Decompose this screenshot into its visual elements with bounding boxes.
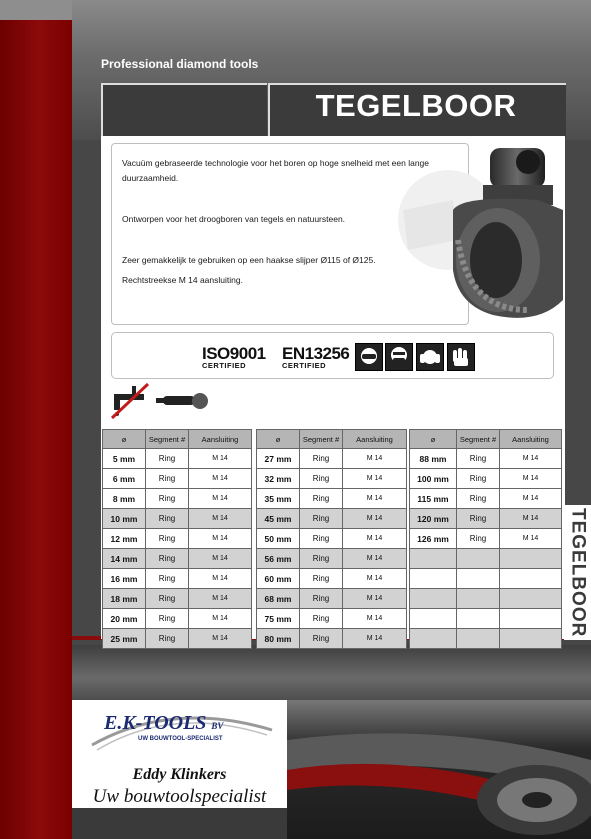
diameter-cell: 60 mm [257, 569, 300, 589]
segment-cell: Ring [146, 589, 189, 609]
table-row [410, 569, 562, 589]
connection-cell [500, 629, 562, 649]
segment-cell: Ring [146, 469, 189, 489]
connection-cell: M 14 [343, 489, 407, 509]
en-certification-title: EN13256 [282, 344, 350, 363]
table-row [257, 489, 407, 509]
column-header-diameter: ø [410, 430, 457, 449]
connection-cell: M 14 [500, 449, 562, 469]
connection-cell: M 14 [343, 609, 407, 629]
table-row [257, 469, 407, 489]
core-bit-product-image [398, 140, 563, 325]
table-row [103, 489, 252, 509]
table-row [410, 449, 562, 469]
table-row [257, 569, 407, 589]
iso-certification-label: CERTIFIED [202, 361, 247, 370]
diameter-cell [410, 609, 457, 629]
table-row [103, 589, 252, 609]
table-row [103, 509, 252, 529]
table-row [103, 549, 252, 569]
description-line-1: Vacuüm gebraseerde technologie voor het boren op hoge snelheid met een lange duurzaamheid. [122, 158, 430, 183]
diameter-cell: 45 mm [257, 509, 300, 529]
connection-cell: M 14 [189, 569, 252, 589]
diameter-cell: 56 mm [257, 549, 300, 569]
logo-brand-suffix: BV [211, 721, 224, 731]
connection-cell: M 14 [500, 529, 562, 549]
column-header-diameter: ø [103, 430, 146, 449]
diameter-cell: 68 mm [257, 589, 300, 609]
table-row [410, 549, 562, 569]
title-bar-left [101, 83, 267, 138]
segment-cell: Ring [300, 489, 343, 509]
column-header-segment: Segment # [457, 430, 500, 449]
segment-cell: Ring [457, 529, 500, 549]
usage-icons [108, 382, 214, 422]
segment-cell [457, 589, 500, 609]
connection-cell: M 14 [189, 589, 252, 609]
connection-cell: M 14 [189, 549, 252, 569]
column-header-segment: Segment # [300, 430, 343, 449]
diameter-cell: 120 mm [410, 509, 457, 529]
table-row [410, 589, 562, 609]
iso-certification [202, 345, 266, 370]
diameter-cell: 126 mm [410, 529, 457, 549]
diameter-cell [410, 589, 457, 609]
connection-cell: M 14 [189, 449, 252, 469]
diameter-cell: 20 mm [103, 609, 146, 629]
gloves-icon [447, 343, 475, 371]
segment-cell: Ring [146, 509, 189, 529]
connection-cell: M 14 [343, 509, 407, 529]
connection-cell: M 14 [500, 509, 562, 529]
segment-cell: Ring [300, 609, 343, 629]
segment-cell: Ring [146, 609, 189, 629]
table-header-row [410, 430, 562, 449]
logo-brand-name: E.K-TOOLS [104, 712, 207, 734]
table-row [103, 449, 252, 469]
column-header-connection: Aansluiting [343, 430, 407, 449]
column-header-connection: Aansluiting [189, 430, 252, 449]
connection-cell: M 14 [343, 469, 407, 489]
side-label [564, 505, 591, 640]
connection-cell: M 14 [189, 629, 252, 649]
segment-cell: Ring [146, 569, 189, 589]
connection-cell: M 14 [189, 509, 252, 529]
description-line-2: Ontworpen voor het droogboren van tegels en natuursteen. [122, 214, 346, 224]
table-row [410, 489, 562, 509]
table-row [257, 529, 407, 549]
connection-cell [500, 569, 562, 589]
diameter-cell: 27 mm [257, 449, 300, 469]
description-line-3: Zeer gemakkelijk te gebruiken op een haakse slijper Ø115 of Ø125. [122, 255, 376, 265]
en-certification [282, 345, 349, 370]
description-line-4: Rechtstreekse M 14 aansluiting. [122, 275, 243, 285]
segment-cell: Ring [146, 449, 189, 469]
connection-cell: M 14 [343, 589, 407, 609]
table-header-row [257, 430, 407, 449]
segment-cell: Ring [300, 469, 343, 489]
ear-protection-icon [416, 343, 444, 371]
diameter-cell: 50 mm [257, 529, 300, 549]
table-row [257, 629, 407, 649]
segment-cell: Ring [457, 489, 500, 509]
diameter-cell: 18 mm [103, 589, 146, 609]
segment-cell: Ring [300, 629, 343, 649]
column-header-connection: Aansluiting [500, 430, 562, 449]
diameter-cell: 35 mm [257, 489, 300, 509]
segment-cell: Ring [457, 509, 500, 529]
table-row [103, 529, 252, 549]
segment-cell: Ring [457, 449, 500, 469]
diameter-cell: 12 mm [103, 529, 146, 549]
table-row [410, 509, 562, 529]
left-red-bar [0, 0, 72, 839]
segment-cell: Ring [146, 489, 189, 509]
segment-cell: Ring [300, 509, 343, 529]
connection-cell: M 14 [343, 549, 407, 569]
segment-cell: Ring [300, 449, 343, 469]
en-certification-label: CERTIFIED [282, 361, 327, 370]
table-row [257, 449, 407, 469]
table-row [257, 509, 407, 529]
table-row [257, 589, 407, 609]
connection-cell [500, 589, 562, 609]
segment-cell: Ring [300, 529, 343, 549]
segment-cell [457, 629, 500, 649]
segment-cell: Ring [146, 629, 189, 649]
column-header-diameter: ø [257, 430, 300, 449]
diameter-cell: 32 mm [257, 469, 300, 489]
diameter-cell: 8 mm [103, 489, 146, 509]
page-title: TEGELBOOR [315, 88, 517, 123]
spec-table-2 [256, 429, 407, 649]
diameter-cell: 75 mm [257, 609, 300, 629]
segment-cell: Ring [300, 569, 343, 589]
table-header-row [103, 430, 252, 449]
spec-table-3 [409, 429, 562, 649]
logo-subtitle: UW BOUWTOOL-SPECIALIST [138, 736, 223, 742]
spec-table-1 [102, 429, 252, 649]
column-header-segment: Segment # [146, 430, 189, 449]
table-row [103, 569, 252, 589]
segment-cell [457, 609, 500, 629]
diameter-cell: 88 mm [410, 449, 457, 469]
connection-cell: M 14 [189, 489, 252, 509]
tagline: Professional diamond tools [101, 57, 259, 71]
diameter-cell [410, 629, 457, 649]
connection-cell [500, 609, 562, 629]
diameter-cell: 115 mm [410, 489, 457, 509]
connection-cell: M 14 [500, 489, 562, 509]
diameter-cell [410, 569, 457, 589]
angle-grinder-icon [156, 393, 208, 409]
no-water-icon [112, 384, 148, 418]
iso-certification-title: ISO9001 [202, 344, 266, 363]
logo-brand [104, 712, 223, 735]
table-row [103, 629, 252, 649]
connection-cell: M 14 [189, 529, 252, 549]
segment-cell [457, 569, 500, 589]
diameter-cell [410, 549, 457, 569]
table-row [257, 549, 407, 569]
segment-cell: Ring [457, 469, 500, 489]
table-row [103, 469, 252, 489]
segment-cell: Ring [300, 589, 343, 609]
connection-cell: M 14 [189, 609, 252, 629]
diameter-cell: 10 mm [103, 509, 146, 529]
table-row [410, 529, 562, 549]
saw-blade-photo [287, 700, 591, 839]
connection-cell: M 14 [500, 469, 562, 489]
table-row [410, 629, 562, 649]
segment-cell: Ring [146, 529, 189, 549]
footer-background [72, 645, 591, 700]
diameter-cell: 14 mm [103, 549, 146, 569]
diameter-cell: 80 mm [257, 629, 300, 649]
table-row [257, 609, 407, 629]
mask-icon [385, 343, 413, 371]
logo-owner-name: Eddy Klinkers [132, 766, 227, 783]
connection-cell: M 14 [343, 529, 407, 549]
saw-blade-image [287, 700, 591, 839]
table-row [410, 609, 562, 629]
connection-cell: M 14 [343, 569, 407, 589]
diameter-cell: 6 mm [103, 469, 146, 489]
logo-tagline: Uw bouwtoolspecialist [92, 786, 267, 807]
connection-cell: M 14 [189, 469, 252, 489]
goggles-icon [355, 343, 383, 371]
table-row [103, 609, 252, 629]
diameter-cell: 16 mm [103, 569, 146, 589]
segment-cell: Ring [300, 549, 343, 569]
segment-cell: Ring [146, 549, 189, 569]
segment-cell [457, 549, 500, 569]
side-label-text: TEGELBOOR [567, 507, 589, 638]
connection-cell [500, 549, 562, 569]
left-bar-top [0, 0, 72, 20]
diameter-cell: 5 mm [103, 449, 146, 469]
connection-cell: M 14 [343, 629, 407, 649]
table-row [410, 469, 562, 489]
connection-cell: M 14 [343, 449, 407, 469]
diameter-cell: 25 mm [103, 629, 146, 649]
diameter-cell: 100 mm [410, 469, 457, 489]
